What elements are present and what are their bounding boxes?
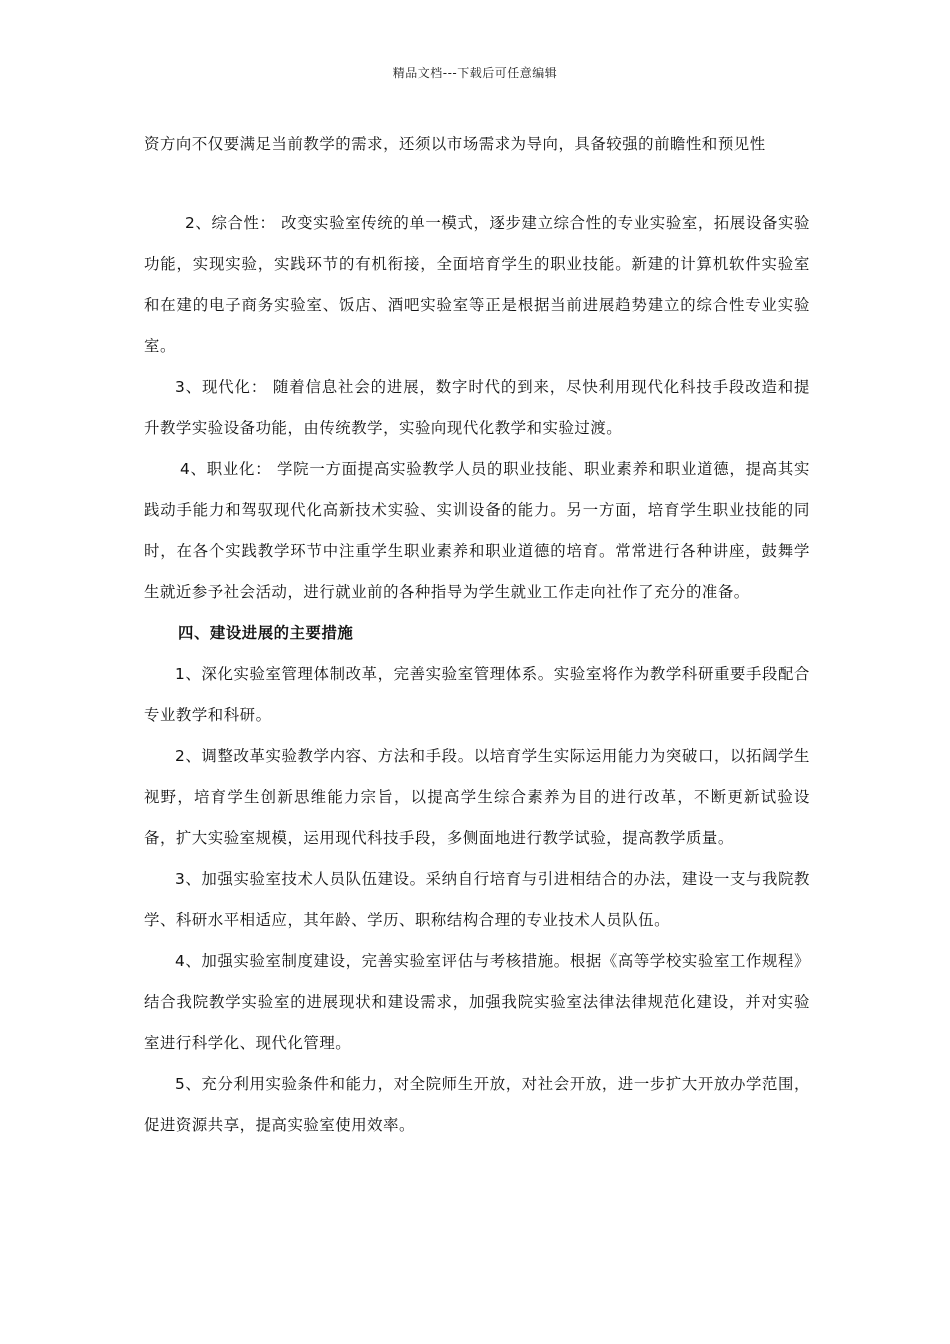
document-body [144,124,810,1146]
section-heading-measures: 四、建设进展的主要措施 [178,624,354,642]
page-header: 精品文档---下载后可任意编辑 [392,66,558,80]
measure-5: 5、充分利用实验条件和能力，对全院师生开放，对社会开放，进一步扩大开放办学范围，促进资源共享，提高实验室使用效率。 [144,1075,810,1134]
measure-3: 3、加强实验室技术人员队伍建设。采纳自行培育与引进相结合的办法，建设一支与我院教学、科研水平相适应，其年龄、学历、职称结构合理的专业技术人员队伍。 [144,870,810,929]
paragraph-comprehensive: 2、综合性： 改变实验室传统的单一模式，逐步建立综合性的专业实验室，拓展设备实验功能，实现实验，实践环节的有机衔接，全面培育学生的职业技能。新建的计算机软件实验室和在建的电子商务实验室、饭店、酒吧实验室等正是根据当前进展趋势建立的综合性专业实验室。 [144,214,810,355]
measure-1: 1、深化实验室管理体制改革，完善实验室管理体系。实验室将作为教学科研重要手段配合专业教学和科研。 [144,665,810,724]
measure-4: 4、加强实验室制度建设，完善实验室评估与考核措施。根据《高等学校实验室工作规程》结合我院教学实验室的进展现状和建设需求，加强我院实验室法律法律规范化建设，并对实验室进行科学化、现代化管理。 [144,952,810,1052]
paragraph-professionalization: 4、职业化： 学院一方面提高实验教学人员的职业技能、职业素养和职业道德，提高其实践动手能力和驾驭现代化高新技术实验、实训设备的能力。另一方面，培育学生职业技能的同时，在各个实践教学环节中注重学生职业素养和职业道德的培育。常常进行各种讲座，鼓舞学生就近参予社会活动，进行就业前的各种指导为学生就业工作走向社作了充分的准备。 [144,460,810,601]
paragraph-modernization: 3、现代化： 随着信息社会的进展，数字时代的到来，尽快利用现代化科技手段改造和提升教学实验设备功能，由传统教学，实验向现代化教学和实验过渡。 [144,378,810,437]
paragraph-intro: 资方向不仅要满足当前教学的需求，还须以市场需求为导向，具备较强的前瞻性和预见性 [144,135,766,153]
measure-2: 2、调整改革实验教学内容、方法和手段。以培育学生实际运用能力为突破口，以拓阔学生视野，培育学生创新思维能力宗旨，以提高学生综合素养为目的进行改革，不断更新试验设备，扩大实验室规模，运用现代科技手段，多侧面地进行教学试验，提高教学质量。 [144,747,810,847]
